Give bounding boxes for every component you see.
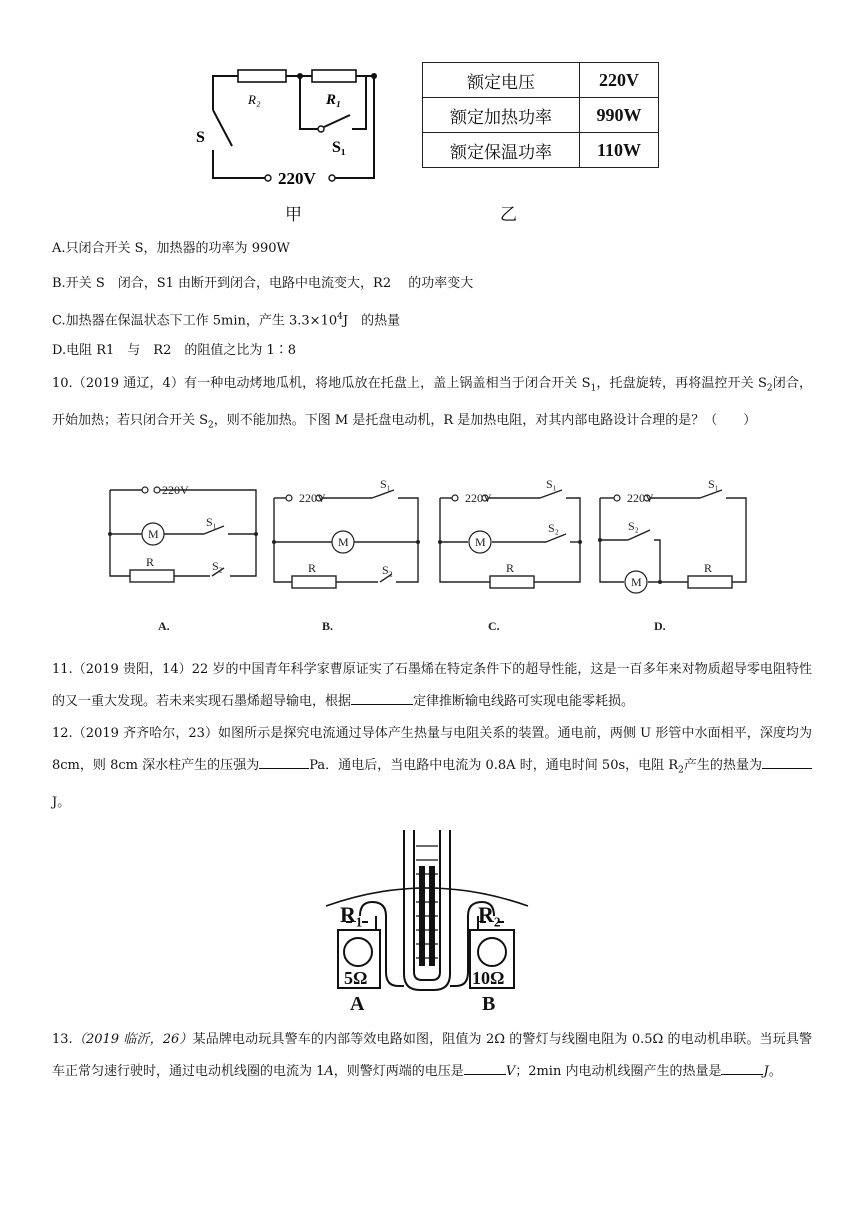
label-s1: S₁: [332, 139, 346, 156]
q11-text: 11.（2019 贵阳，14）22 岁的中国青年科学家曹原证实了石墨烯在特定条件下的超导性能，这是一百多年来对物质超导零电阻特性的又一重大发现。若未来实现石墨烯超导输电，根据 定律推断输电线路可实现电能零耗损。: [52, 662, 812, 709]
q9-option-b: B.开关 S 闭合，S1 由断开到闭合，电路中电流变大，R2 的功率变大: [52, 276, 474, 291]
s2-c: S₂: [548, 521, 559, 535]
label-r1: R₁: [326, 92, 342, 108]
answer-blank[interactable]: [351, 690, 413, 705]
circuit-d: [600, 490, 746, 588]
label-a: A: [350, 993, 365, 1015]
table-row: 额定电压 220V: [423, 63, 659, 98]
q13-text: 13.（2019 临沂，26）某品牌电动玩具警车的内部等效电路如图，阻值为 2Ω 的警灯与线圈电阻为 0.5Ω 的电动机串联。当玩具警车正常匀速行驶时，通过电动机线圈的电流为 1A，则警灯两端的电压是 V；2min 内电动机线圈产生的热量是 J。: [52, 1032, 812, 1079]
s1-d: S₁: [708, 478, 719, 491]
fig-voltage-d: 220V: [627, 491, 654, 505]
s2-b: S₂: [382, 563, 393, 577]
option-label-a: A.: [158, 619, 170, 633]
q9-option-c: C.加热器在保温状态下工作 5min，产生 $3.3\times 10^4J$ 的热量: [52, 312, 401, 329]
resistor-b: R: [308, 561, 317, 575]
motor-c: M: [475, 535, 486, 549]
spec-table: [422, 62, 659, 168]
motor-b: M: [338, 535, 349, 549]
caption-yi: 乙: [500, 205, 517, 225]
label-voltage: 220V: [278, 169, 316, 188]
answer-blank[interactable]: [762, 754, 812, 769]
q12-text: 12.（2019 齐齐哈尔，23）如图所示是探究电流通过导体产生热量与电阻关系的装置。通电前，两侧 U 形管中水面相平，深度均为 8cm，则 8cm 深水柱产生的压强为 Pa．通电后，当电路中电流为 0.8A 时，通电时间 50s，电阻 $R_2$产生的热量为J。: [52, 726, 812, 810]
fig-voltage-b: 220V: [299, 491, 326, 505]
s1-c: S₁: [546, 478, 557, 491]
option-label-c: C.: [488, 619, 500, 633]
resistor-d: R: [704, 561, 713, 575]
caption-jia: 甲: [285, 205, 302, 225]
label-b: B: [482, 993, 496, 1015]
option-label-b: B.: [322, 619, 334, 633]
motor-d: M: [631, 575, 642, 589]
q10-text: 10.（2019 通辽，4）有一种电动烤地瓜机，将地瓜放在托盘上，盖上锅盖相当于闭合开关 $S_1$，托盘旋转，再将温控开关 $S_2$闭合，开始加热；若只闭合开关 $S_2$，则不能加热。下图 M 是托盘电动机，R 是加热电阻，对其内部电路设计合理的是？（ ）: [52, 376, 812, 431]
figure-jia-circuit: [190, 60, 410, 195]
answer-blank[interactable]: [721, 1060, 763, 1075]
value-a: 5Ω: [344, 968, 368, 988]
table-row: 额定加热功率 990W: [423, 98, 659, 133]
s2-a: S₂: [212, 559, 223, 573]
s2-d: S₂: [628, 519, 639, 533]
motor-a: M: [148, 527, 159, 541]
q9-option-a: A.只闭合开关 S，加热器的功率为 990W: [52, 241, 290, 256]
label-s: S: [196, 129, 205, 146]
resistor-r1: [312, 70, 356, 82]
resistor-r2: [238, 70, 286, 82]
value-b: 10Ω: [472, 968, 505, 988]
circuit-a: [110, 490, 256, 582]
answer-blank[interactable]: [464, 1060, 506, 1075]
answer-blank[interactable]: [259, 754, 309, 769]
label-r1: R₁: [340, 902, 363, 927]
s1-a: S₁: [206, 515, 217, 529]
fig-voltage-c: 220V: [465, 491, 492, 505]
resistor-c: R: [506, 561, 515, 575]
resistor-a: R: [146, 555, 155, 569]
label-r2: R₂: [248, 92, 261, 107]
q12-apparatus-figure: [322, 826, 532, 1016]
label-r2: R₂: [478, 902, 501, 927]
table-row: 额定保温功率 110W: [423, 133, 659, 168]
q9-option-d: D.电阻 R1 与 R2 的阻值之比为 1∶8: [52, 343, 297, 358]
option-label-d: D.: [654, 619, 666, 633]
fig-voltage-a: 220V: [162, 483, 189, 497]
s1-b: S₁: [380, 478, 391, 491]
q10-circuit-options: [100, 478, 770, 638]
